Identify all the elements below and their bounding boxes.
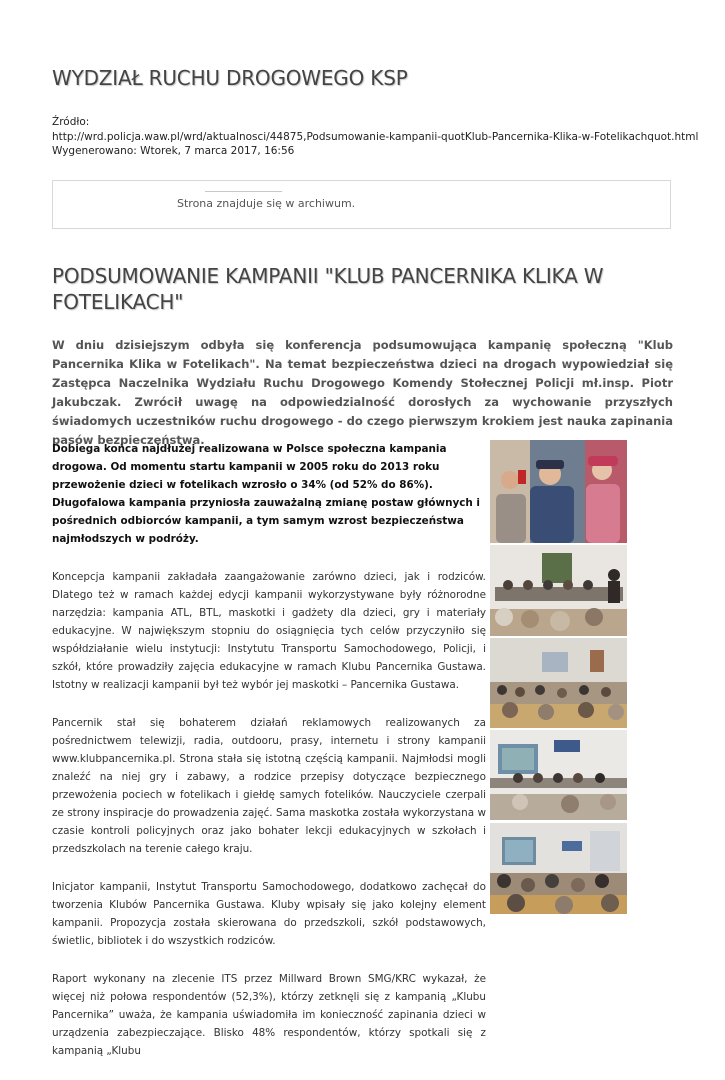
article-paragraph-2: Pancernik stał się bohaterem działań reklamowych realizowanych za pośrednictwem telewizji, radia, outdooru, prasy, internetu i strony kampanii www.klubpancernika.pl. Strona stała się istotną częścią kampanii. Najmłodsi mogli znaleźć na niej gry i zabawy, a rodzice przepisy dotyczące bezpiecznego przewożenia pociech w fotelikach i giełdę samych fotelików. Nauczyciele czerpali ze strony inspiracje do prowadzenia zajęć. Sama maskotka została wykorzystana w czasie kontroli policyjnych oraz jako bohater lekcji edukacyjnych w szkołach i przedszkolach na terenie całego kraju. <box>52 717 486 855</box>
source-url[interactable]: http://wrd.policja.waw.pl/wrd/aktualnosci/44875,Podsumowanie-kampanii-quotKlub-Pancernika-Klika-w-Fotelikachquot.html <box>52 130 699 143</box>
document-meta <box>52 115 699 159</box>
archive-notice-text: Strona znajduje się w archiwum. <box>177 197 356 210</box>
generated-date: Wygenerowano: Wtorek, 7 marca 2017, 16:56 <box>52 145 295 157</box>
article-paragraph-4: Raport wykonany na zlecenie ITS przez Millward Brown SMG/KRC wykazał, że więcej niż połowa respondentów (52,3%), którzy zetknęli się z kampanią „Klubu Pancernika” uważa, że kampania uświadomiła im konieczność zapinania dzieci w urządzenia zabezpieczające. Blisko 48% respondentów, którzy spotkali się z kampanią „Klubu <box>52 973 486 1057</box>
photo-audience-room <box>490 638 627 728</box>
article-body <box>52 440 486 1080</box>
archive-notice <box>52 180 671 229</box>
article-paragraph-3: Inicjator kampanii, Instytut Transportu Samochodowego, dodatkowo zachęcał do tworzenia Klubów Pancernika Gustawa. Kluby wpisały się jako kolejny element kampanii. Propozycja została skierowana do przedszkoli, szkół podstawowych, świetlic, bibliotek i do wszystkich rodziców. <box>52 881 486 947</box>
photo-audience-screen <box>490 823 627 914</box>
photo-policeman-with-children <box>490 440 627 543</box>
article-intro: Dobiega końca najdłużej realizowana w Polsce społeczna kampania drogowa. Od momentu startu kampanii w 2005 roku do 2013 roku przewożenie dzieci w fotelikach wzrosło o 34% (od 52% do 86%). Długofalowa kampania przyniosła zauważalną zmianę postaw głównych i pośrednich odbiorców kampanii, a tym samym wzrost bezpieczeństwa najmłodszych w podróży. <box>52 443 480 545</box>
source-label: Źródło: <box>52 116 90 128</box>
article-lead: W dniu dzisiejszym odbyła się konferencja podsumowująca kampanię społeczną "Klub Pancernika Klika w Fotelikach". Na temat bezpieczeństwa dzieci na drogach wypowiedział się Zastępca Naczelnika Wydziału Ruchu Drogowego Komendy Stołecznej Policji mł.insp. Piotr Jakubczak. Zwrócił uwagę na odpowiedzialność dorosłych za wychowanie przyszłych świadomych uczestników ruchu drogowego - do czego pierwszym krokiem jest nauka zapinania pasów bezpieczeństwa. <box>52 338 673 447</box>
photo-presentation <box>490 730 627 820</box>
site-title: WYDZIAŁ RUCHU DROGOWEGO KSP <box>52 66 408 90</box>
article-paragraph-1: Koncepcja kampanii zakładała zaangażowanie zarówno dzieci, jak i rodziców. Dlatego też w ramach każdej edycji kampanii wykorzystywane były różnorodne narzędzia: kampania ATL, BTL, maskotki i gadżety dla dzieci, gry i materiały edukacyjne. W największym stopniu do osiągnięcia tych celów przyczyniło się współdziałanie wielu instytucji: Instytutu Transportu Samochodowego, Policji, i szkół, które prowadziły zajęcia edukacyjne w ramach Klubu Pancernika Gustawa. Istotny w realizacji kampanii był też wybór jej maskotki – Pancernika Gustawa. <box>52 571 486 691</box>
photo-conference-panel <box>490 545 627 636</box>
article-title: PODSUMOWANIE KAMPANII "KLUB PANCERNIKA KLIKA W FOTELIKACH" <box>52 264 604 314</box>
archive-divider <box>205 191 282 192</box>
